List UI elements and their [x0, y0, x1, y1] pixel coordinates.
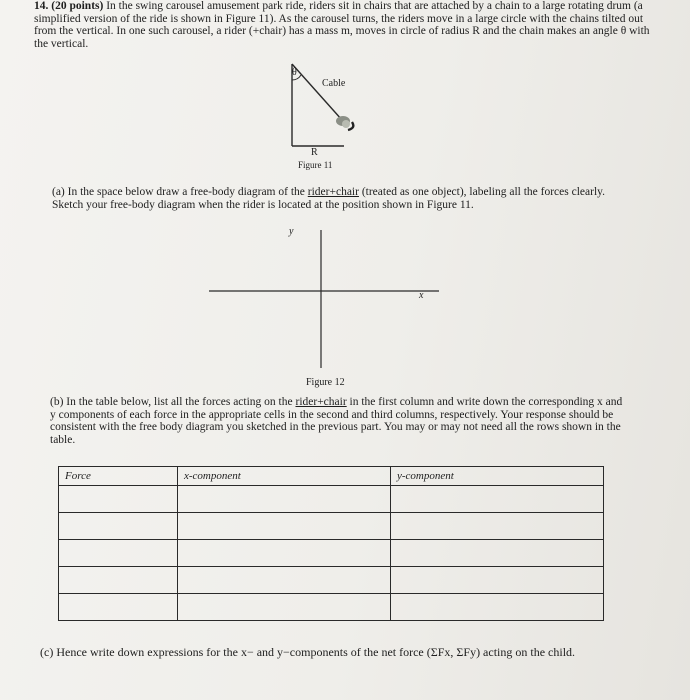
x-component-cell[interactable] — [178, 513, 391, 540]
y-axis-label: y — [289, 226, 294, 237]
figure-12-axes — [205, 226, 445, 372]
figure-12-caption: Figure 12 — [306, 377, 345, 388]
force-cell[interactable] — [59, 567, 178, 594]
x-axis-label: x — [419, 290, 424, 301]
rider-chair-figure — [336, 116, 353, 130]
y-component-cell[interactable] — [391, 567, 604, 594]
cable-label: Cable — [322, 78, 346, 89]
x-component-cell[interactable] — [178, 594, 391, 621]
part-a-text — [52, 186, 612, 211]
part-b-underlined: rider+chair — [295, 396, 347, 408]
question-number: 14. — [34, 0, 49, 12]
header-x-component: x-component — [178, 467, 391, 486]
part-a-underlined: rider+chair — [307, 186, 359, 198]
table-row — [59, 567, 604, 594]
part-a-label: (a) — [52, 186, 65, 198]
part-a-text-before: In the space below draw a free-body diagram of the — [67, 186, 305, 198]
part-b-text-before: In the table below, list all the forces acting on the — [66, 396, 293, 408]
part-b-text — [50, 396, 630, 446]
x-component-cell[interactable] — [178, 486, 391, 513]
force-cell[interactable] — [59, 486, 178, 513]
theta-label: θ — [292, 67, 297, 78]
force-cell[interactable] — [59, 540, 178, 567]
forces-table — [58, 466, 604, 621]
y-component-cell[interactable] — [391, 513, 604, 540]
table-header-row — [59, 467, 604, 486]
y-component-cell[interactable] — [391, 594, 604, 621]
x-component-cell[interactable] — [178, 567, 391, 594]
table-row — [59, 540, 604, 567]
figure-11-caption: Figure 11 — [298, 160, 333, 170]
header-force: Force — [59, 467, 178, 486]
radius-label: R — [311, 147, 318, 158]
figure-11-diagram — [270, 58, 380, 158]
question-points: (20 points) — [51, 0, 104, 12]
x-component-cell[interactable] — [178, 540, 391, 567]
table-row — [59, 594, 604, 621]
y-component-cell[interactable] — [391, 540, 604, 567]
table-row — [59, 486, 604, 513]
header-y-component: y-component — [391, 467, 604, 486]
part-c-text — [40, 646, 670, 659]
part-c-body: Hence write down expressions for the x− and y−components of the net force (ΣFx, ΣFy) acting on the child. — [56, 645, 576, 659]
part-b-label: (b) — [50, 396, 64, 408]
force-cell[interactable] — [59, 513, 178, 540]
y-component-cell[interactable] — [391, 486, 604, 513]
part-c-label: (c) — [40, 645, 54, 659]
part-a-text-after: (treated as one object), labeling all the forces clearly. Sketch your free-body diagram when the rider is located at the position shown in Figure 11. — [52, 186, 606, 211]
table-row — [59, 513, 604, 540]
force-cell[interactable] — [59, 594, 178, 621]
question-body: In the swing carousel amusement park ride, riders sit in chairs that are attached by a chain to a large rotating drum (a simplified version of the ride is shown in Figure 11). As the carousel turns, the riders move in a large circle with the chains tilted out from the vertical. In one such carousel, a rider (+chair) has a mass m, moves in circle of radius R and the chain makes an angle θ with the vertical. — [34, 0, 650, 50]
question-14-text — [34, 0, 654, 50]
cable-line — [292, 64, 342, 120]
part-b-text-after: in the first column and write down the corresponding x and y components of each force in the appropriate cells in the second and third columns, respectively. Your response should be consistent with the free body diagram you sketched in the previous part. You may or may not need all the rows shown in the table. — [50, 396, 623, 446]
